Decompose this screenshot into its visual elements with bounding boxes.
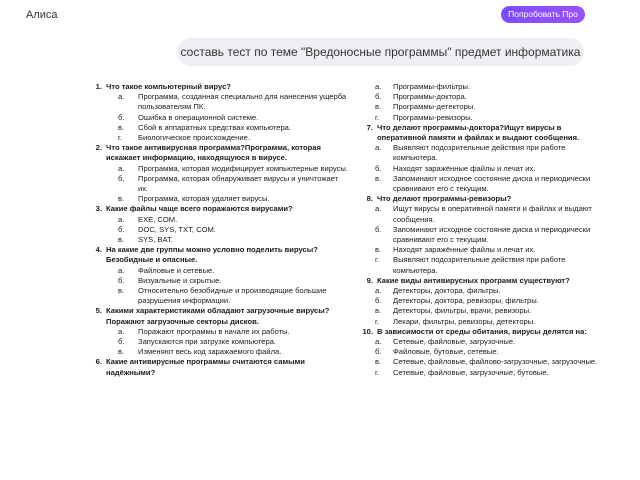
answer-option xyxy=(359,113,609,123)
option-letter: б. xyxy=(375,224,382,234)
question-number: 5. xyxy=(95,306,102,316)
option-text: Изменяют весь код заражаемого файла. xyxy=(138,347,282,357)
option-text: Программа, которая обнаруживает вирусы и уничтожает их. xyxy=(138,173,339,194)
question-text: Какие антивирусные программы считаются самыми надёжными? xyxy=(106,357,305,377)
option-text: Выявляют подозрительные действия при работе компьютера. xyxy=(393,143,566,163)
question-item xyxy=(84,306,350,326)
option-text: Запоминают исходное состояние диска и периодически сравнивают его с текущим. xyxy=(393,224,591,245)
answer-right-column xyxy=(359,82,609,378)
option-letter: в. xyxy=(375,357,382,367)
question-item xyxy=(359,327,609,337)
answer-option xyxy=(359,306,609,316)
answer-option xyxy=(359,102,609,112)
option-letter: в. xyxy=(375,245,382,255)
option-text: Сетевые, файловые, файлово-загрузочные, загрузочные. xyxy=(393,357,598,367)
question-item xyxy=(84,143,350,163)
answer-option xyxy=(84,337,350,347)
option-letter: г. xyxy=(375,112,379,122)
answer-option xyxy=(84,194,350,204)
option-text: Программы-доктора. xyxy=(393,92,467,102)
question-item xyxy=(359,194,609,204)
question-number: 6. xyxy=(95,357,102,367)
option-letter: а. xyxy=(375,143,382,153)
question-item xyxy=(84,204,350,214)
option-text: Сетевые, файловые, загрузочные, бутовые. xyxy=(393,367,549,377)
question-item xyxy=(84,357,350,377)
answer-option xyxy=(84,92,350,112)
question-text: На какие две группы можно условно поделить вирусы?Безобидные и опасные. xyxy=(106,245,318,265)
answer-option xyxy=(84,327,350,337)
answer-option xyxy=(359,174,609,194)
option-letter: в. xyxy=(375,306,382,316)
app-title: Алиса xyxy=(26,9,58,21)
question-number: 1. xyxy=(95,82,102,91)
answer-option xyxy=(359,204,609,224)
option-text: Визуальные и скрытые. xyxy=(138,275,222,285)
option-letter: а. xyxy=(118,214,125,224)
answer-option xyxy=(84,164,350,174)
top-bar xyxy=(0,0,640,30)
option-text: Детекторы, доктора, ревизоры, фильтры. xyxy=(393,296,539,306)
option-letter: г. xyxy=(375,255,379,265)
option-text: Ищут вирусы в оперативной памяти и файлах и выдают сообщения. xyxy=(393,204,592,224)
option-text: Программа, созданная специально для нанесения ущерба пользователям ПК. xyxy=(138,92,347,112)
option-text: Относительно безобидные и производящие большие разрушения информации. xyxy=(138,286,327,306)
option-text: Детекторы, фильтры, врачи, ревизоры. xyxy=(393,306,532,316)
option-letter: в. xyxy=(375,173,382,183)
answer-option xyxy=(359,92,609,102)
option-letter: а. xyxy=(118,265,125,275)
answer-option xyxy=(84,174,350,194)
option-letter: в. xyxy=(118,194,125,204)
option-letter: а. xyxy=(118,326,125,336)
question-text: Что делают программы-ревизоры? xyxy=(377,194,512,204)
option-text: Выявляют подозрительные действия при работе компьютера. xyxy=(393,255,566,275)
answer-option xyxy=(359,225,609,245)
question-item xyxy=(359,123,609,143)
answer-option xyxy=(84,347,350,357)
option-text: Файловые и сетевые. xyxy=(138,265,215,275)
option-letter: а. xyxy=(118,163,125,173)
answer-option xyxy=(84,266,350,276)
option-letter: б. xyxy=(118,173,125,183)
option-text: DOC, SYS, TXT, COM. xyxy=(138,224,216,234)
question-text: Что такое компьютерный вирус? xyxy=(106,82,231,91)
option-text: Сетевые, файловые, загрузочные. xyxy=(393,337,516,347)
option-text: Программа, которая модифицирует компьютерные вирусы. xyxy=(138,163,348,173)
option-text: Находят заражённые файлы и лечат их. xyxy=(393,163,536,173)
option-letter: б. xyxy=(375,347,382,357)
option-text: Запоминают исходное состояние диска и периодически сравнивают его с текущим. xyxy=(393,173,591,194)
option-letter: а. xyxy=(375,337,382,347)
answer-option xyxy=(359,337,609,347)
answer-option xyxy=(84,235,350,245)
option-letter: б. xyxy=(375,92,382,102)
option-letter: в. xyxy=(375,102,382,112)
answer-option xyxy=(359,82,609,92)
option-letter: а. xyxy=(375,82,382,91)
answer-option xyxy=(84,123,350,133)
question-number: 3. xyxy=(95,204,102,214)
question-number: 9. xyxy=(366,275,373,285)
option-text: Детекторы, доктора, фильтры. xyxy=(393,286,501,296)
answer-option xyxy=(359,286,609,296)
option-text: Программы-фильтры. xyxy=(393,82,471,91)
answer-option xyxy=(359,347,609,357)
question-number: 8. xyxy=(366,194,373,204)
option-text: Программы-ревизоры. xyxy=(393,112,473,122)
question-number: 10. xyxy=(362,326,373,336)
option-text: Запускаются при загрузке компьютера. xyxy=(138,337,277,347)
option-text: Программы-детекторы. xyxy=(393,102,476,112)
answer-option xyxy=(359,143,609,163)
option-letter: г. xyxy=(375,367,379,377)
option-text: Поражают программы в начале их работы. xyxy=(138,326,290,336)
question-number: 7. xyxy=(366,122,373,132)
option-text: Ошибка в операционной системе. xyxy=(138,112,259,122)
question-item xyxy=(84,245,350,265)
option-letter: а. xyxy=(118,92,125,102)
answer-option xyxy=(84,225,350,235)
option-text: Лекари, фильтры, ревизоры, детекторы. xyxy=(393,316,536,326)
answer-option xyxy=(84,286,350,306)
option-letter: б. xyxy=(118,337,125,347)
answer-option xyxy=(359,368,609,378)
option-letter: б. xyxy=(375,296,382,306)
answer-option xyxy=(359,164,609,174)
option-letter: г. xyxy=(118,133,122,143)
question-text: Какими характеристиками обладают загрузочные вирусы?Поражают загрузочные секторы дисков. xyxy=(106,306,330,326)
answer-option xyxy=(359,357,609,367)
option-letter: б. xyxy=(375,163,382,173)
option-text: SYS, BAT. xyxy=(138,235,173,245)
option-letter: г. xyxy=(375,316,379,326)
answer-option xyxy=(84,133,350,143)
option-letter: в. xyxy=(118,347,125,357)
option-letter: б. xyxy=(118,224,125,234)
try-pro-button[interactable]: Попробовать Про xyxy=(501,6,585,23)
option-letter: а. xyxy=(375,286,382,296)
question-number: 4. xyxy=(95,245,102,255)
option-text: Файловые, бутовые, сетевые. xyxy=(393,347,499,357)
option-letter: б. xyxy=(118,112,125,122)
question-text: Какие виды антивирусных программ существуют? xyxy=(377,275,570,285)
option-text: Биологическое происхождение. xyxy=(138,133,250,143)
option-text: Сбой в аппаратных средствах компьютера. xyxy=(138,122,292,132)
option-letter: а. xyxy=(375,204,382,214)
option-text: Программа, которая удаляет вирусы. xyxy=(138,194,270,204)
option-letter: б. xyxy=(118,275,125,285)
question-text: Какие файлы чаще всего поражаются вирусами? xyxy=(106,204,293,214)
question-item xyxy=(359,276,609,286)
answer-option xyxy=(359,296,609,306)
answer-option xyxy=(84,276,350,286)
answer-option xyxy=(359,317,609,327)
user-query-bubble: составь тест по теме "Вредоносные программы" предмет информатика xyxy=(177,38,584,66)
answer-left-column xyxy=(84,82,350,378)
question-item xyxy=(84,82,350,92)
question-number: 2. xyxy=(95,143,102,153)
option-text: Находят заражённые файлы и лечат их. xyxy=(393,245,536,255)
question-text: Что такое антивирусная программа?Программа, которая искажает информацию, находящуюся в вирусе. xyxy=(106,143,321,163)
option-letter: в. xyxy=(118,286,125,296)
answer-option xyxy=(84,113,350,123)
answer-option xyxy=(84,215,350,225)
question-text: В зависимости от среды обитания, вирусы делятся на: xyxy=(377,326,587,336)
answer-option xyxy=(359,245,609,255)
option-text: EXE, COM. xyxy=(138,214,178,224)
question-text: Что делают программы-доктора?Ищут вирусы в оперативной памяти и файлах и выдают сообщения. xyxy=(377,122,580,143)
option-letter: в. xyxy=(118,122,125,132)
answer-option xyxy=(359,255,609,275)
option-letter: в. xyxy=(118,235,125,245)
